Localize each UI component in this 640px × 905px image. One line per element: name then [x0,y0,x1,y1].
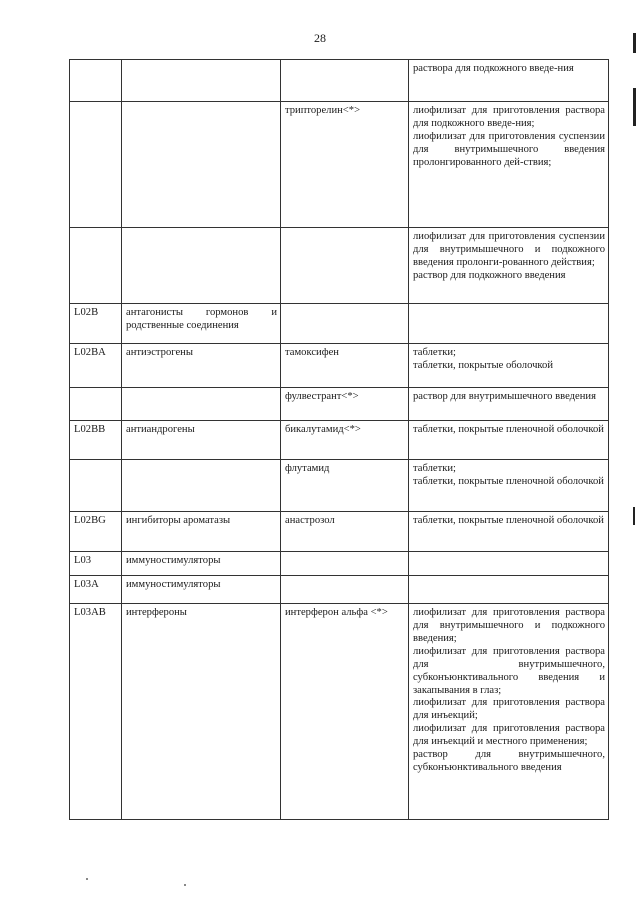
atc-code-cell: L03AB [70,604,122,820]
atc-code-cell: L03 [70,552,122,576]
table-row [70,388,609,421]
drug-name-cell: анастрозол [281,512,409,552]
dosage-form-line: раствор для внутримышечного, субконъюнктивального введения [413,749,605,774]
pharmacological-group-cell [122,228,281,304]
pharmacological-group-cell [122,460,281,512]
pharmacological-group-cell: антиандрогены [122,421,281,460]
pharmacological-group-cell: иммуностимуляторы [122,576,281,604]
table-row [70,576,609,604]
table-row [70,60,609,102]
dosage-form-line: раствора для подкожного введе-ния [413,63,574,74]
dosage-form-line: раствор для подкожного введения [413,269,566,281]
atc-code-cell: L02B [70,304,122,344]
drug-name-cell [281,304,409,344]
drug-name-cell: бикалутамид<*> [281,421,409,460]
pharmacological-group-cell: интерфероны [122,604,281,820]
scan-edge-mark [633,33,636,53]
dosage-form-cell [409,421,609,460]
scan-edge-mark [633,88,636,126]
dosage-form-cell [409,388,609,421]
scan-edge-mark [633,507,635,525]
drug-list-table [69,59,609,820]
table-row [70,512,609,552]
dosage-form-cell [409,552,609,576]
dosage-form-line: лиофилизат для приготовления раствора для внутримышечного и подкожного введения; [413,607,605,644]
drug-name-cell: трипторелин<*> [281,102,409,228]
drug-name-cell [281,552,409,576]
table-row [70,604,609,820]
atc-code-cell: L02BG [70,512,122,552]
dosage-form-cell [409,576,609,604]
dosage-form-line: раствор для внутримышечного введения [413,391,596,402]
drug-name-cell [281,60,409,102]
table-row [70,304,609,344]
dosage-form-cell [409,344,609,388]
dosage-form-line: таблетки, покрытые пленочной оболочкой [413,515,604,526]
drug-name-cell: интерферон альфа <*> [281,604,409,820]
drug-name-cell [281,576,409,604]
pharmacological-group-cell: антагонисты гормонов и родственные соединения [122,304,281,344]
dosage-form-line: лиофилизат для приготовления раствора для подкожного введе-ния; [413,105,605,129]
table-row [70,102,609,228]
atc-code-cell: L02BB [70,421,122,460]
atc-code-cell [70,228,122,304]
pharmacological-group-cell [122,102,281,228]
dosage-form-line: лиофилизат для приготовления суспензии для внутримышечного и подкожного введения пролонги-рованного действия; [413,231,605,268]
dosage-form-line: лиофилизат для приготовления раствора для инъекций и местного применения; [413,723,605,748]
pharmacological-group-cell [122,388,281,421]
atc-code-cell [70,388,122,421]
drug-name-cell: тамоксифен [281,344,409,388]
dosage-form-line: таблетки, покрытые пленочной оболочкой [413,475,604,487]
pharmacological-group-cell: ингибиторы ароматазы [122,512,281,552]
drug-name-cell [281,228,409,304]
dosage-form-cell [409,102,609,228]
drug-name-cell: фулвестрант<*> [281,388,409,421]
dosage-form-cell [409,60,609,102]
atc-code-cell [70,102,122,228]
pharmacological-group-cell: иммуностимуляторы [122,552,281,576]
atc-code-cell: L02BA [70,344,122,388]
dosage-form-cell [409,512,609,552]
dosage-form-cell [409,304,609,344]
scan-speck [86,878,88,880]
dosage-form-line: таблетки; [413,347,456,358]
dosage-form-line: таблетки, покрытые пленочной оболочкой [413,424,604,435]
pharmacological-group-cell: антиэстрогены [122,344,281,388]
dosage-form-line: таблетки, покрытые оболочкой [413,359,553,371]
atc-code-cell: L03A [70,576,122,604]
dosage-form-line: лиофилизат для приготовления раствора для инъекций; [413,697,605,722]
dosage-form-line: таблетки; [413,463,456,474]
pharmacological-group-cell [122,60,281,102]
atc-code-cell [70,460,122,512]
table-body [70,60,609,820]
table-row [70,421,609,460]
drug-name-cell: флутамид [281,460,409,512]
scan-speck [184,884,186,886]
dosage-form-line: лиофилизат для приготовления раствора для внутримышечного, субконъюнктивального введения и закапывания в глаз; [413,645,605,696]
table-row [70,552,609,576]
table-row [70,460,609,512]
dosage-form-cell [409,604,609,820]
table-row [70,228,609,304]
page-number: 28 [314,31,326,45]
atc-code-cell [70,60,122,102]
dosage-form-cell [409,460,609,512]
dosage-form-cell [409,228,609,304]
dosage-form-line: лиофилизат для приготовления суспензии для внутримышечного введения пролонгированного дей-ствия; [413,130,605,168]
table-row [70,344,609,388]
